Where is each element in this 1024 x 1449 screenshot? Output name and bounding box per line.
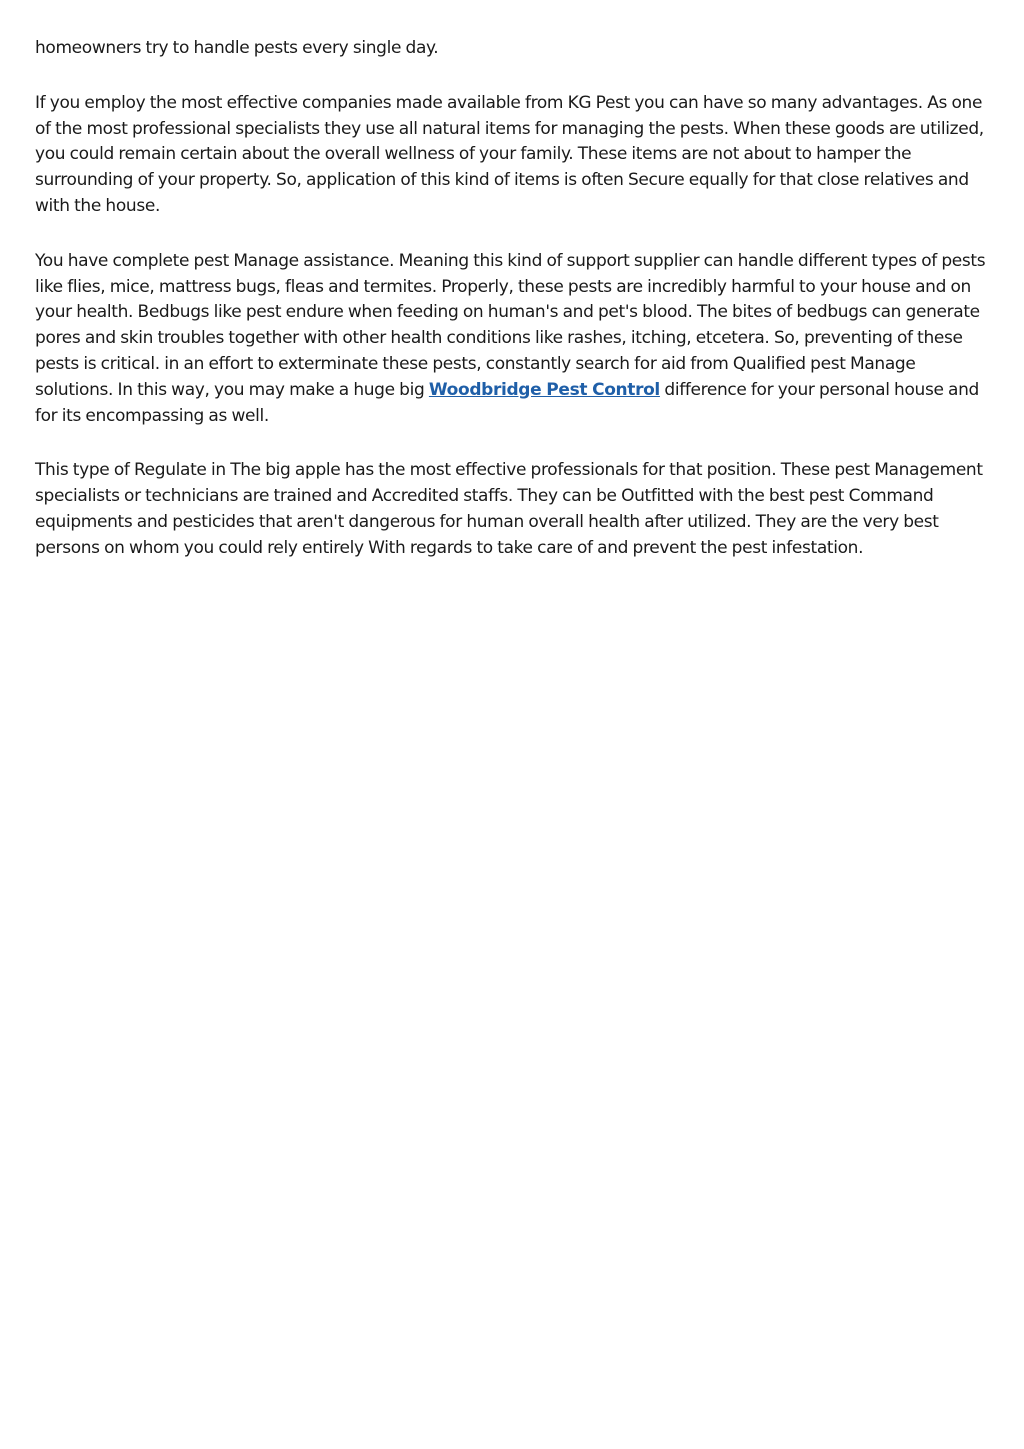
paragraph-text-after-link: difference for your personal house and for its encompassing as well. <box>35 379 979 426</box>
paragraph-advantages: If you employ the most effective companies made available from KG Pest you can have so many advantages. As one of the most professional specialists they use all natural items for managing the pests. When these goods are utilized, you could remain certain about the overall wellness of your family. These items are not about to hamper the surrounding of your property. So, application of this kind of items is often Secure equally for that close relatives and with the house. <box>35 92 984 216</box>
paragraph-pest-control <box>35 249 993 430</box>
paragraph-text-before-link: You have complete pest Manage assistance. Meaning this kind of support supplier can handle different types of pests like flies, mice, mattress bugs, fleas and termites. Properly, these pests are incredibly harmful to your house and on your health. Bedbugs like pest endure when feeding on human's and pet's blood. The bites of bedbugs can generate pores and skin troubles together with other health conditions like rashes, itching, etcetera. So, preventing of these pests is critical. in an effort to exterminate these pests, constantly search for aid from Qualified pest Manage solutions. In this way, you may make a huge big <box>35 250 986 400</box>
document-page <box>35 36 993 591</box>
paragraph-intro: homeowners try to handle pests every single day. <box>35 38 439 58</box>
woodbridge-pest-control-link[interactable]: Woodbridge Pest Control <box>428 379 660 400</box>
paragraph-professionals: This type of Regulate in The big apple has the most effective professionals for that position. These pest Management specialists or technicians are trained and Accredited staffs. They can be Outfitted with the best pest Command equipments and pesticides that aren't dangerous for human overall health after utilized. They are the very best persons on whom you could rely entirely With regards to take care of and prevent the pest infestation. <box>35 460 983 558</box>
